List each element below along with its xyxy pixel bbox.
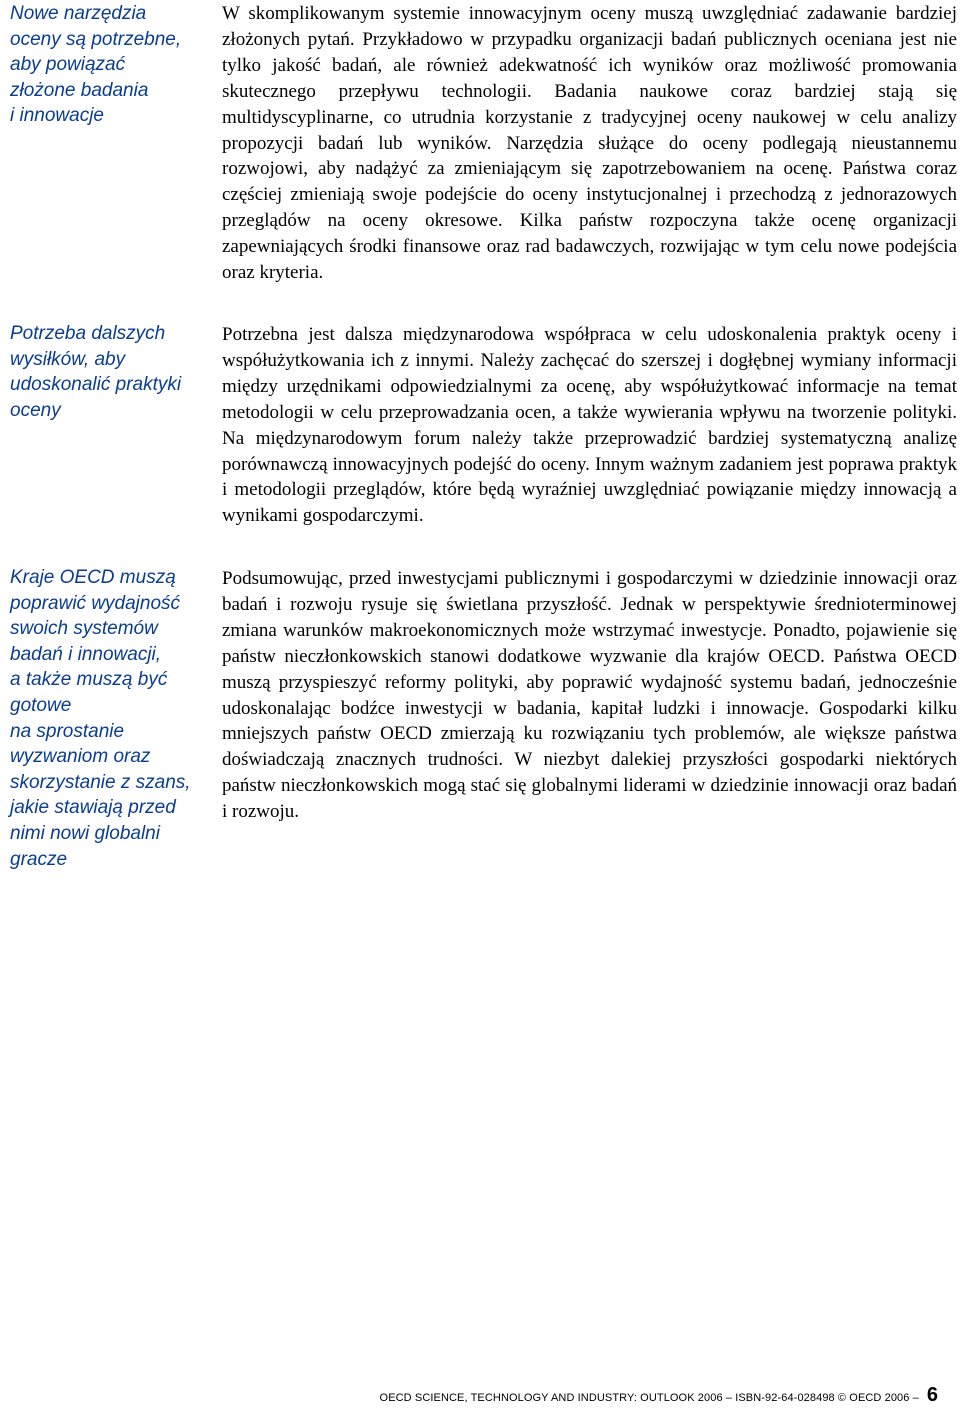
margin-note: Potrzeba dalszych wysiłków, aby udoskonalić praktyki oceny [10,323,182,421]
footer-separator: – [725,1392,733,1404]
margin-note: Nowe narzędzia oceny są potrzebne, aby powiązać złożone badania i innowacje [10,3,182,127]
body-paragraph: Podsumowując, przed inwestycjami publicznymi i gospodarczymi w dziedzinie innowacji oraz badań i rozwoju rysuje się świetlana przyszłość. Jednak w perspektywie średnioterminowej zmiana warunków makroekonomicznych może wstrzymać inwestycje. Ponadto, pojawienie się państw nieczłonkowskich stanowi dodatkowe wyzwanie dla krajów OECD. Państwa OECD muszą przyspieszyć reformy polityki, aby poprawić wydajność systemu badań, jednocześnie udoskonalając bodźce inwestycji w badania, kapitał ludzki i innowacje. Gospodarki kilku mniejszych państw OECD zmierzają ku rozwiązaniu tych problemów, ale większe państwa doświadczają znacznych trudności. W niezbyt dalekiej przyszłości gospodarki niektórych państw nieczłonkowskich mogą stać się globalnymi liderami w dziedzinie innowacji oraz badań i rozwoju. [222,568,957,823]
footer-isbn: ISBN-92-64-028498 [735,1392,835,1404]
page-footer [380,1384,938,1407]
footer-copyright: © OECD 2006 [837,1392,910,1404]
margin-note: Kraje OECD muszą poprawić wydajność swoich systemów badań i innowacji, a także muszą być gotowe na sprostanie wyzwaniom oraz skorzystanie z szans, jakie stawiają przed nimi nowi globalni gracze [10,567,191,870]
page-number: 6 [926,1384,938,1406]
body-paragraph: W skomplikowanym systemie innowacyjnym oceny muszą uwzględniać zadawanie bardziej złożonych pytań. Przykładowo w przypadku organizacji badań publicznych oceniana jest nie tylko jakość badań, ale również adekwatność ich wyników oraz możliwość promowania skutecznego przepływu technologii. Badania naukowe coraz bardziej stają się multidyscyplinarne, co utrudnia korzystanie z tradycyjnej oceny naukowej w celu analizy propozycji badań lub wyników. Narzędzia służące do oceny podlegają nieustannemu rozwojowi, aby nadążyć za zmieniającym się zapotrzebowaniem na ocenę. Państwa coraz częściej zmieniają swoje podejście do oceny instytucjonalnej i przechodzą z jednorazowych przeglądów na oceny okresowe. Kilka państw rozpoczyna także ocenę organizacji zapewniających środki finansowe oraz rad badawczych, rozwijając w tym celu nowe podejścia oraz kryteria. [222,3,957,284]
footer-title: OECD SCIENCE, TECHNOLOGY AND INDUSTRY: OUTLOOK 2006 [379,1392,723,1404]
footer-separator: – [912,1392,919,1404]
body-paragraph: Potrzebna jest dalsza międzynarodowa współpraca w celu udoskonalenia praktyk oceny i współużytkowania ich z innymi. Należy zachęcać do szerszej i dogłębnej wymiany informacji między urzędnikami odpowiedzialnymi za ocenę, aby współużytkować informacje na temat metodologii w celu przeprowadzania ocen, a także wywierania wpływu na tworzenie polityki. Na międzynarodowym forum należy także przeprowadzić bardziej systematyczną analizę porównawczą innowacyjnych podejść do oceny. Innym ważnym zadaniem jest poprawa praktyk i metodologii przeglądów, które będą wyraźniej uwzględniać powiązanie między innowacją a wynikami gospodarczymi. [222,324,957,527]
